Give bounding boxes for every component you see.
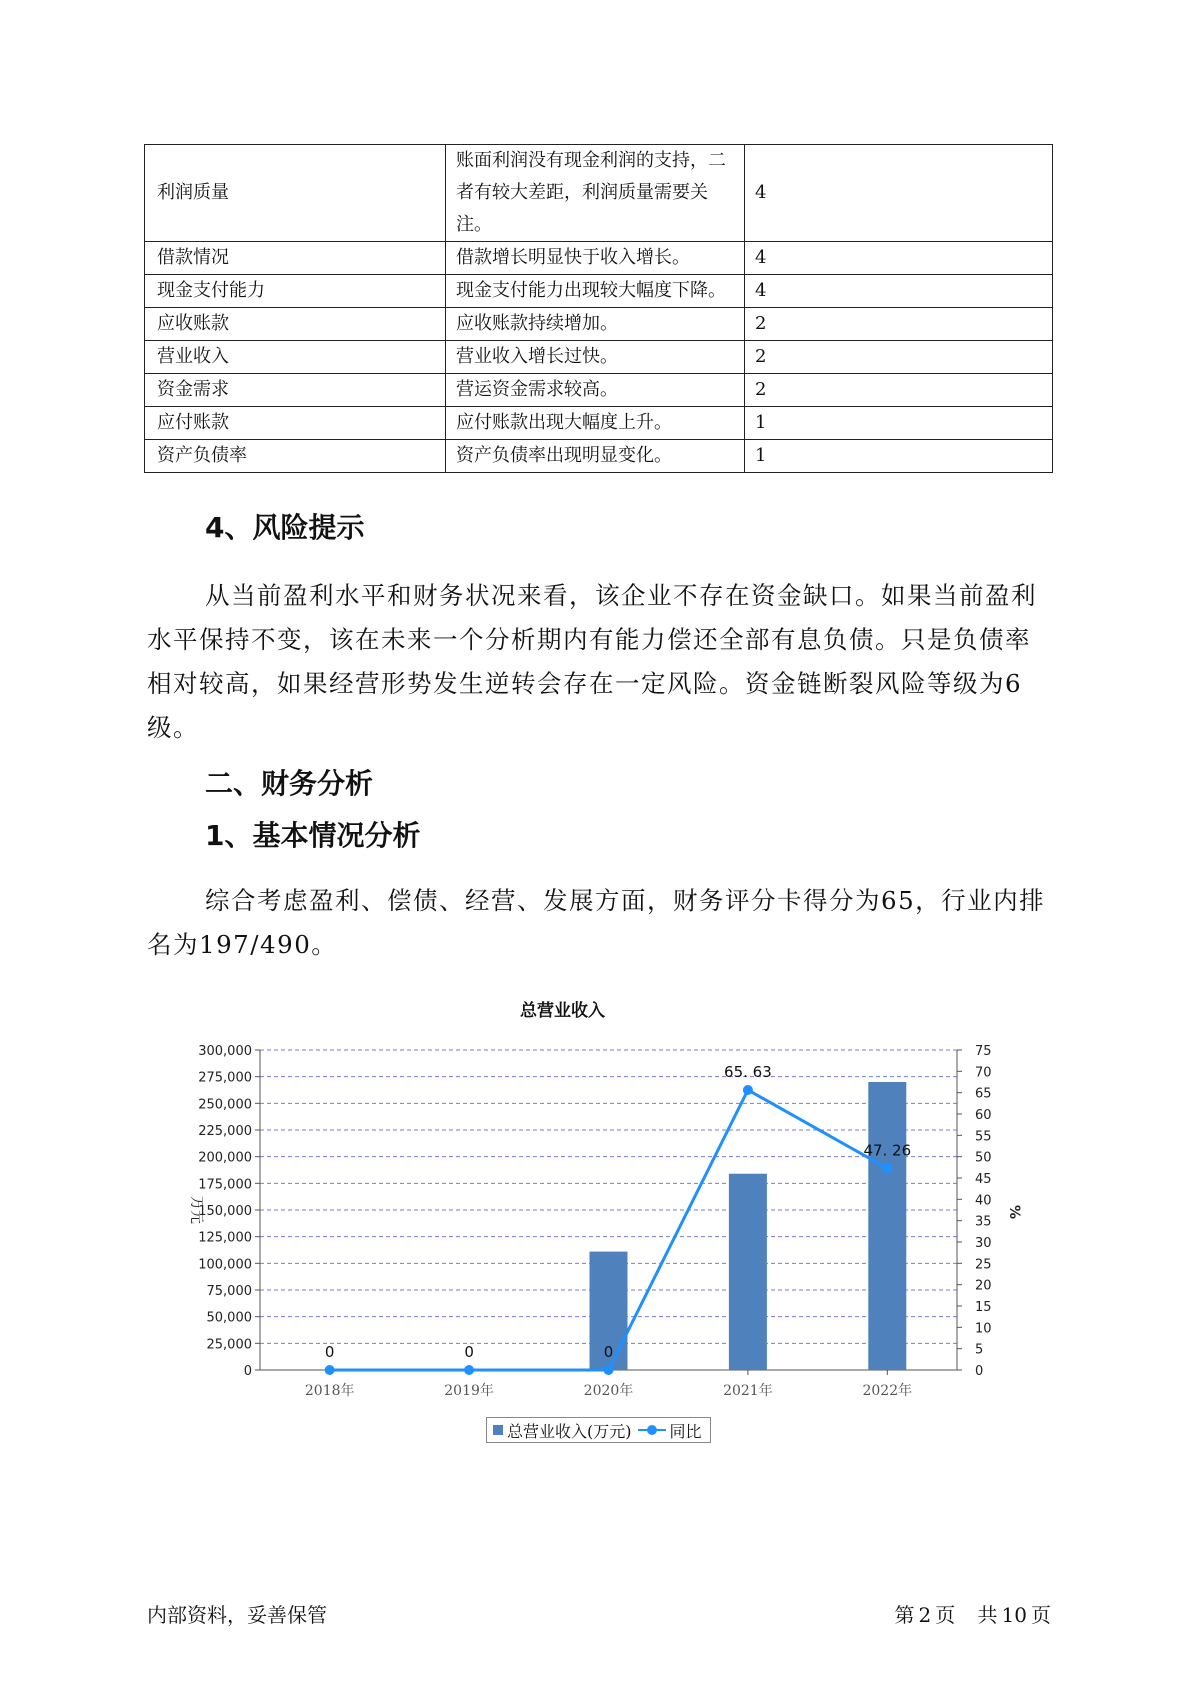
risk-desc-cell: 账面利润没有现金利润的支持，二者有较大差距，利润质量需要关注。 xyxy=(446,145,745,242)
y2-tick-label: 55 xyxy=(975,1129,992,1145)
x-tick-label: 2022年 xyxy=(862,1383,913,1399)
legend-line-swatch xyxy=(638,1424,666,1436)
x-tick-label: 2019年 xyxy=(444,1383,494,1399)
y2-tick-label: 5 xyxy=(975,1342,984,1358)
y-tick-label: 0 xyxy=(243,1364,252,1379)
risk-score-cell: 4 xyxy=(745,275,1053,308)
risk-item-cell: 营业收入 xyxy=(145,341,446,374)
risk-item-cell: 资金需求 xyxy=(145,374,446,407)
legend-item-revenue xyxy=(493,1419,632,1442)
risk-item-cell: 应收账款 xyxy=(145,308,446,341)
bar xyxy=(729,1174,767,1370)
yoy-point xyxy=(882,1163,892,1173)
risk-desc-cell: 营业收入增长过快。 xyxy=(446,341,745,374)
total-prefix: 共 xyxy=(977,1603,998,1627)
risk-score-cell: 1 xyxy=(745,407,1053,440)
y2-tick-label: 40 xyxy=(975,1193,992,1209)
y2-axis-title: % xyxy=(1006,1204,1022,1220)
y-tick-label: 150,000 xyxy=(198,1204,252,1219)
y-tick-label: 300,000 xyxy=(198,1044,252,1059)
risk-desc-cell: 借款增长明显快于收入增长。 xyxy=(446,242,745,275)
bar xyxy=(868,1082,906,1370)
y-tick-label: 75,000 xyxy=(206,1284,252,1299)
risk-desc-cell: 资产负债率出现明显变化。 xyxy=(446,440,745,473)
total-pages: 10 xyxy=(1001,1603,1027,1627)
y-tick-label: 275,000 xyxy=(198,1070,252,1086)
finance-heading: 二、财务分析 xyxy=(205,767,374,800)
risk-item-cell: 利润质量 xyxy=(145,145,446,242)
yoy-data-label: 65. 63 xyxy=(724,1062,772,1081)
y-tick-label: 25,000 xyxy=(206,1337,252,1353)
y-tick-label: 125,000 xyxy=(198,1230,252,1246)
y-tick-label: 250,000 xyxy=(198,1097,252,1113)
legend-label-yoy: 同比 xyxy=(669,1421,702,1441)
risk-heading: 4、风险提示 xyxy=(205,511,365,544)
risk-item-cell: 应付账款 xyxy=(145,407,446,440)
y2-tick-label: 75 xyxy=(975,1044,992,1059)
y2-tick-label: 70 xyxy=(975,1065,992,1081)
x-tick-label: 2021年 xyxy=(723,1383,773,1399)
y2-tick-label: 65 xyxy=(975,1086,992,1102)
yoy-data-label: 47. 26 xyxy=(863,1141,912,1160)
x-tick-label: 2020年 xyxy=(583,1383,634,1399)
y2-tick-label: 10 xyxy=(975,1321,992,1337)
y2-tick-label: 15 xyxy=(975,1300,992,1315)
risk-score-cell: 4 xyxy=(745,242,1053,275)
legend-label-revenue: 总营业收入(万元) xyxy=(507,1421,632,1441)
y2-tick-label: 45 xyxy=(975,1172,992,1187)
yoy-data-label: 0 xyxy=(603,1343,614,1361)
y-tick-label: 50,000 xyxy=(206,1310,252,1326)
y2-tick-label: 35 xyxy=(975,1214,992,1230)
finance-paragraph: 综合考虑盈利、偿债、经营、发展方面，财务评分卡得分为65，行业内排名为197/490。 xyxy=(147,886,1046,959)
x-tick-label: 2018年 xyxy=(304,1383,355,1399)
basic-analysis-heading: 1、基本情况分析 xyxy=(205,819,421,852)
y-tick-label: 175,000 xyxy=(198,1177,252,1193)
risk-item-cell: 现金支付能力 xyxy=(145,275,446,308)
risk-score-cell: 2 xyxy=(745,374,1053,407)
footer-page-number xyxy=(890,1599,1051,1628)
risk-desc-cell: 应付账款出现大幅度上升。 xyxy=(446,407,745,440)
yoy-point xyxy=(464,1365,474,1375)
yoy-point xyxy=(743,1085,753,1095)
yoy-data-label: 0 xyxy=(464,1343,474,1361)
risk-score-cell: 2 xyxy=(745,341,1053,374)
risk-item-cell: 借款情况 xyxy=(145,242,446,275)
y2-tick-label: 20 xyxy=(975,1278,992,1294)
yoy-data-label: 0 xyxy=(324,1343,335,1361)
y-axis-title: 万元 xyxy=(188,1196,204,1224)
risk-score-cell: 1 xyxy=(745,440,1053,473)
y2-tick-label: 60 xyxy=(975,1108,992,1123)
y2-tick-label: 0 xyxy=(975,1364,984,1379)
risk-item-cell: 资产负债率 xyxy=(145,440,446,473)
risk-desc-cell: 现金支付能力出现较大幅度下降。 xyxy=(446,275,745,308)
footer-confidential: 内部资料，妥善保管 xyxy=(147,1603,327,1627)
yoy-point xyxy=(325,1365,335,1375)
risk-desc-cell: 营运资金需求较高。 xyxy=(446,374,745,407)
risk-desc-cell: 应收账款持续增加。 xyxy=(446,308,745,341)
page-prefix: 第 xyxy=(894,1603,915,1627)
y-tick-label: 225,000 xyxy=(198,1124,252,1139)
legend-item-yoy xyxy=(638,1419,702,1442)
y2-tick-label: 50 xyxy=(975,1150,992,1166)
page-unit: 页 xyxy=(935,1603,956,1627)
chart-title: 总营业收入 xyxy=(520,1001,605,1021)
total-unit: 页 xyxy=(1031,1603,1051,1627)
page-number: 2 xyxy=(918,1603,932,1627)
y2-tick-label: 30 xyxy=(975,1236,992,1251)
risk-score-cell: 4 xyxy=(745,145,1053,242)
risk-paragraph: 从当前盈利水平和财务状况来看，该企业不存在资金缺口。如果当前盈利水平保持不变，该在未来一个分析期内有能力偿还全部有息负债。只是负债率相对较高，如果经营形势发生逆转会存在一定风险。资金链断裂风险等级为6级。 xyxy=(147,581,1037,742)
risk-score-cell: 2 xyxy=(745,308,1053,341)
yoy-point xyxy=(604,1365,614,1375)
y-tick-label: 100,000 xyxy=(198,1257,252,1273)
y2-tick-label: 25 xyxy=(975,1257,992,1273)
legend-bar-swatch xyxy=(493,1425,503,1435)
y-tick-label: 200,000 xyxy=(198,1150,252,1166)
chart-legend xyxy=(486,1417,711,1443)
